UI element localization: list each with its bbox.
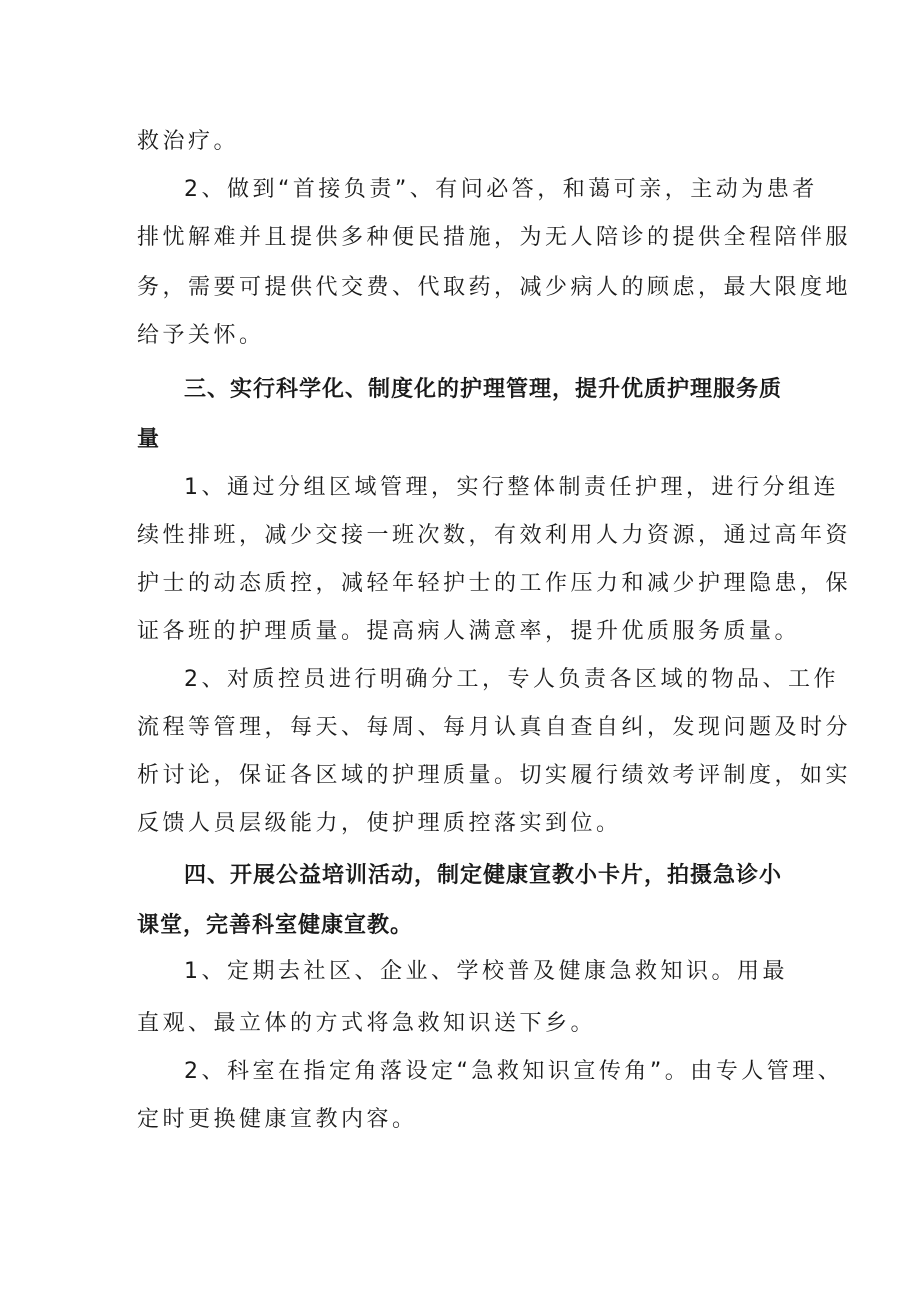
section-heading: 量 — [137, 427, 161, 452]
paragraph-line: 2、科室在指定角落设定“急救知识宣传角”。由专人管理、 — [184, 1059, 844, 1084]
section-heading: 四、开展公益培训活动，制定健康宣教小卡片，拍摄急诊小 — [184, 863, 783, 888]
paragraph-line: 1、通过分组区域管理，实行整体制责任护理，进行分组连 — [184, 475, 839, 500]
section-heading: 课堂，完善科室健康宣教。 — [137, 913, 414, 938]
paragraph-line: 反馈人员层级能力，使护理质控落实到位。 — [137, 811, 622, 836]
paragraph-line: 护士的动态质控，减轻年轻护士的工作压力和减少护理隐患，保 — [137, 571, 852, 596]
paragraph-line: 给予关怀。 — [137, 323, 265, 348]
paragraph-line: 2、对质控员进行明确分工，专人负责各区域的物品、工作 — [184, 667, 839, 692]
paragraph-line: 2、做到“首接负责”、有问必答，和蔼可亲，主动为患者 — [184, 177, 818, 202]
paragraph-line: 定时更换健康宣教内容。 — [137, 1107, 418, 1132]
paragraph-line: 排忧解难并且提供多种便民措施，为无人陪诊的提供全程陪伴服 — [137, 225, 852, 250]
paragraph-line: 流程等管理，每天、每周、每月认真自查自纠，发现问题及时分 — [137, 715, 852, 740]
paragraph-line: 务，需要可提供代交费、代取药，减少病人的顾虑，最大限度地 — [137, 275, 852, 300]
paragraph-line: 1、定期去社区、企业、学校普及健康急救知识。用最 — [184, 959, 788, 984]
paragraph-line: 续性排班，减少交接一班次数，有效利用人力资源，通过高年资 — [137, 523, 852, 548]
paragraph-line: 析讨论，保证各区域的护理质量。切实履行绩效考评制度，如实 — [137, 763, 852, 788]
paragraph-line: 证各班的护理质量。提高病人满意率，提升优质服务质量。 — [137, 619, 801, 644]
paragraph-line: 直观、最立体的方式将急救知识送下乡。 — [137, 1011, 597, 1036]
paragraph-line: 救治疗。 — [137, 129, 240, 154]
section-heading: 三、实行科学化、制度化的护理管理，提升优质护理服务质 — [184, 377, 783, 402]
